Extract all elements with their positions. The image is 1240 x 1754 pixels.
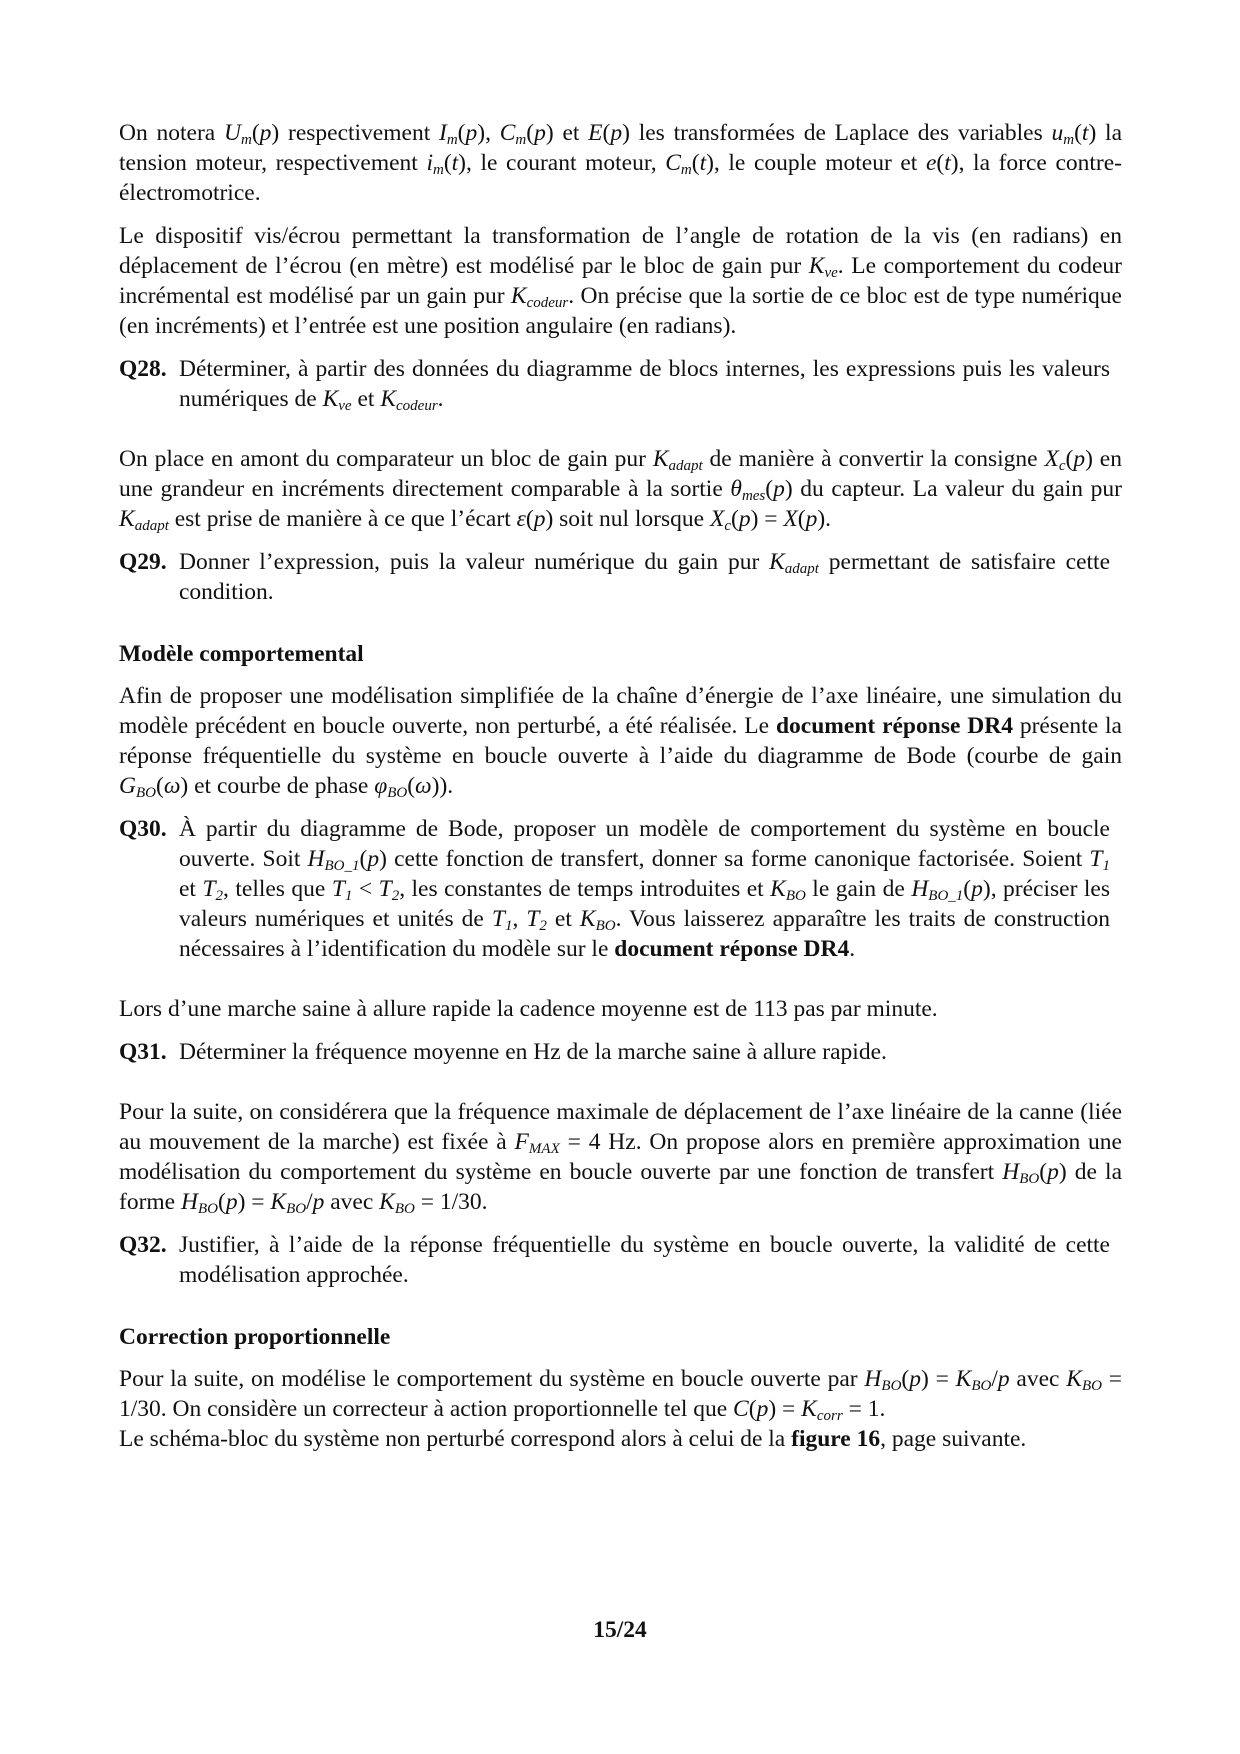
question-label: Q31.	[119, 1039, 167, 1065]
figure-16-reference: figure 16	[791, 1426, 881, 1452]
page-content	[119, 118, 1122, 1467]
paragraph-correcteur: Pour la suite, on modélise le comportement du système en boucle ouverte par $H_{BO}(p) = K_{BO}/p$ avec $K_{BO} = 1/30$. On considère un correcteur à action proportionnelle tel que $C(p) = K_{corr} = 1$.	[119, 1366, 1122, 1424]
paragraph-laplace-notation: On notera $U_m(p)$ respectivement $I_m(p)$, $C_m(p)$ et E(p) les transformées de Laplace des variables $u_m(t)$ la tension moteur, respectivement $i_m(t)$, le courant moteur, $C_m(t)$, le couple moteur et e(t), la force contre-électromotrice.	[119, 120, 1123, 206]
question-label: Q29.	[119, 549, 167, 575]
question-text: À partir du diagramme de Bode, proposer un modèle de comportement du système en boucle ouverte. Soit $H_{BO\_1}(p)$ cette fonction de transfert, donner sa forme canonique factorisée. Soient $T_1$ et $T_2$, telles que $T_1 < T_2$, les constantes de temps introduites et $K_{BO}$ le gain de $H_{BO\_1}(p)$, préciser les valeurs numériques et unités de $T_1$, $T_2$ et $K_{BO}$. Vous laisserez apparaître les traits de construction nécessaires à l’identification du modèle sur le document réponse DR4.	[179, 816, 1111, 962]
paragraph-figure-ref: Le schéma-bloc du système non perturbé correspond alors à celui de la figure 16, page suivante.	[119, 1426, 1027, 1452]
section-heading-correction-proportionnelle: Correction proportionnelle	[119, 1324, 391, 1350]
question-text: Justifier, à l’aide de la réponse fréquentielle du système en boucle ouverte, la validité de cette modélisation approchée.	[179, 1232, 1110, 1288]
question-text: Donner l’expression, puis la valeur numérique du gain pur $K_{adapt}$ permettant de satisfaire cette condition.	[179, 549, 1111, 605]
paragraph-fmax: Pour la suite, on considérera que la fréquence maximale de déplacement de l’axe linéaire de la canne (liée au mouvement de la marche) est fixée à $F_{MAX} = 4$ Hz. On propose alors en première approximation une modélisation du comportement du système en boucle ouverte par une fonction de transfert $H_{BO}(p)$ de la forme $H_{BO}(p) = K_{BO}/p$ avec $K_{BO} = 1/30$.	[119, 1099, 1122, 1217]
page-number: 15/24	[593, 1617, 647, 1643]
section-heading-modele-comportemental: Modèle comportemental	[119, 641, 364, 667]
paragraph-vis-ecrou: Le dispositif vis/écrou permettant la transformation de l’angle de rotation de la vis (en radians) en déplacement de l’écrou (en mètre) est modélisé par le bloc de gain pur $K_{ve}$. Le comportement du codeur incrémental est modélisé par un gain pur $K_{codeur}$. On précise que la sortie de ce bloc est de type numérique (en incréments) et l’entrée est une position angulaire (en radians).	[119, 223, 1122, 339]
question-q29	[119, 547, 1122, 607]
question-q30	[119, 814, 1122, 964]
paragraph-kadapt: On place en amont du comparateur un bloc de gain pur $K_{adapt}$ de manière à convertir la consigne $X_c(p)$ en une grandeur en incréments directement comparable à la sortie $\theta_{mes}(p)$ du capteur. La valeur du gain pur $K_{adapt}$ est prise de manière à ce que l’écart ε(p) soit nul lorsque $X_c(p) = X(p)$.	[119, 446, 1122, 534]
question-q32	[119, 1230, 1122, 1290]
question-text: Déterminer la fréquence moyenne en Hz de la marche saine à allure rapide.	[179, 1039, 887, 1065]
question-label: Q32.	[119, 1232, 167, 1258]
question-label: Q28.	[119, 356, 167, 382]
question-label: Q30.	[119, 816, 167, 842]
paragraph-bode: Afin de proposer une modélisation simplifiée de la chaîne d’énergie de l’axe linéaire, une simulation du modèle précédent en boucle ouverte, non perturbé, a été réalisée. Le document réponse DR4 présente la réponse fréquentielle du système en boucle ouverte à l’aide du diagramme de Bode (courbe de gain $G_{BO}(\omega)$ et courbe de phase $\varphi_{BO}(\omega)$).	[119, 683, 1122, 801]
question-q28	[119, 354, 1122, 414]
paragraph-cadence: Lors d’une marche saine à allure rapide la cadence moyenne est de 113 pas par minute.	[119, 996, 938, 1022]
question-text: Déterminer, à partir des données du diagramme de blocs internes, les expressions puis les valeurs numériques de $K_{ve}$ et $K_{codeur}$.	[179, 356, 1110, 414]
question-q31	[119, 1037, 1122, 1067]
